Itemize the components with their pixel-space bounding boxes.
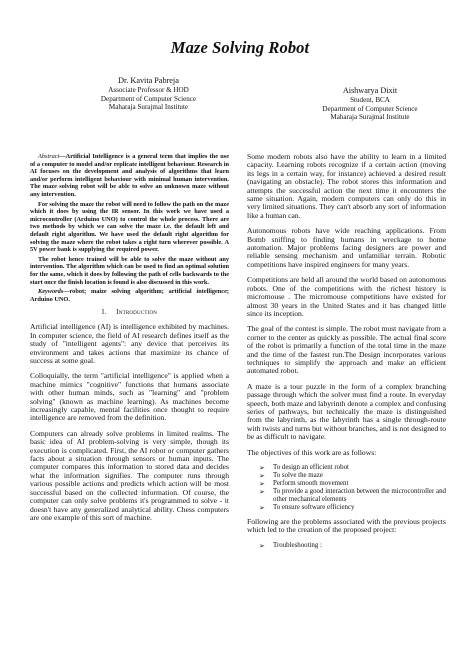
body-paragraph: The objectives of this work are as follows:: [247, 447, 377, 457]
body-paragraph: Colloquially, the term "artificial intelligence" is applied when a machine mimics "cognitive" functions that humans associate with other human minds, such as "learning" and "problem solving" (known as machine learning). As machines become increasingly capable, mental facilities once thought to require intelligence are removed from the definition.: [30, 371, 229, 423]
paper-title: Maze Solving Robot: [170, 38, 310, 57]
body-paragraph: A maze is a tour puzzle in the form of a complex branching passage through which the solver must find a route. In everyday speech, both maze and labyrinth denote a complex and confusing series of pathways, but technically the maze is distinguished from the labyrinth, as the labyrinth has a single through-route with twists and turns but without branches, and is not designed to be as difficult to navigate.: [247, 381, 446, 442]
body-paragraph: Computers can already solve problems in limited realms. The basic idea of AI problem-solving is very simple, though its execution is complicated. First, the AI robot or computer gathers facts about a situation through sensors or human inputs. The computer compares this information to stored data and decides what the information signifies. The computer runs through various possible actions and predicts which action will be most successful based on the collected information. Of course, the computer can only solve problems it's programmed to solve - it doesn't have any generalized analytical ability. Chess computers are one example of this sort of machine.: [30, 428, 229, 522]
list-item: ➢ Perform smooth movement: [259, 480, 349, 488]
two-column-body: [30, 153, 446, 556]
list-item: ➢ To solve the maze: [259, 472, 323, 480]
list-item: ➢ To design an efficient robot: [259, 464, 349, 472]
problems-intro: Following are the problems associated with the previous projects which led to the creation of the proposed project:: [247, 517, 446, 535]
intro-body: [30, 323, 229, 522]
author-1: [76, 76, 221, 112]
author-name: Dr. Kavita Pabreja: [118, 76, 179, 85]
bullet-arrow-icon: ➢: [259, 480, 265, 488]
author-role: Student, BCA: [350, 96, 390, 104]
list-item: ➢ To ensure software efficiency: [259, 504, 355, 512]
author-dept: Department of Computer Science: [322, 104, 418, 113]
abstract-paragraph: The robot hence trained will be able to solve the maze without any intervention. The algorithm which can be used to find an optimal solution for the same, which it does by following the path of cells backwards to the start once the finish location is found is also discussed in this work.: [30, 255, 229, 286]
list-item: ➢ Troubleshooting :: [259, 541, 322, 550]
body-paragraph: Some modern robots also have the ability to learn in a limited capacity. Learning robots recognize if a certain action (moving its legs in a certain way, for instance) achieved a desired result (navigating an obstacle). The robot stores this information and attempts the successful action the next time it encounters the same situation. Again, modern computers can only do this in very limited situations. They can't absorb any sort of information like a human can.: [247, 152, 446, 220]
left-column: [30, 153, 229, 556]
keywords-label: Keywords—: [38, 288, 70, 296]
bullet-arrow-icon: ➢: [259, 464, 265, 472]
section-heading: [30, 309, 229, 317]
body-paragraph: Autonomous robots have wide reaching applications. From Bomb sniffing to finding humans in wreckage to home automation. Major problems facing designers are power and reliable sensing mechanism and unfamiliar terrain. Robotic competitions have inspired engineers for many years.: [247, 226, 446, 269]
keywords-text: robot; maize solving algorithm; artificial intelligence; Arduino UNO.: [30, 288, 229, 303]
abstract: [30, 153, 229, 286]
author-role: Associate Professor & HOD: [108, 86, 189, 94]
bullet-arrow-icon: ➢: [259, 504, 265, 512]
abstract-text: —Artificial Intelligence is a general term that implies the use of a computer to model and/or replicate intelligent behaviour. Research in AI focuses on the development and analysis of algorithms that learn and/or perform intelligent behaviour with minimal human intervention. The maze solving robot will be able to solve an unknown maze without any intervention.: [30, 153, 229, 198]
author-2: [296, 86, 444, 122]
problems-list: [247, 542, 446, 550]
abstract-paragraph: [30, 153, 229, 199]
bullet-arrow-icon: ➢: [259, 541, 265, 550]
section-number: I.: [101, 309, 107, 317]
keywords: [30, 288, 229, 303]
abstract-paragraph: For solving the maze the robot will need to follow the path on the maze which it does by using the IR sensor. In this work we have used a microcontroller (Arduino UNO) to control the whole process. There are two methods by which we can solve the maze i.e. the default left and default right algorithm. We have used the default right algorithm for solving the maze where the robot takes a right turn wherever possible. A 5V power bank is supplying the required power.: [30, 200, 229, 254]
body-paragraph: Competitions are held all around the world based on autonomous robots. One of the competitions with the richest history is micromouse . The micromouse competitions have existed for almost 30 years in the United States and it has changed little since its inception.: [247, 275, 446, 318]
author-inst: Maharaja Surajmal Institute: [330, 113, 410, 121]
right-body: [247, 153, 446, 457]
body-paragraph: The goal of the contest is simple. The robot must navigate from a corner to the center as quickly as possible. The actual final score of the robot is primarily a function of the total time in the maze and the time of the fastest run.The Design incorporates various techniques to simplify the approach and make an efficient automated robot.: [247, 324, 446, 376]
author-block: [38, 76, 442, 136]
objectives-list: [247, 464, 446, 512]
bullet-arrow-icon: ➢: [259, 472, 265, 480]
author-name: Aishwarya Dixit: [342, 86, 398, 95]
author-dept: Department of Computer Science: [100, 94, 197, 103]
section-title: Introduction: [116, 309, 158, 317]
author-inst: Maharaja Surajmal Institute: [108, 103, 189, 111]
list-item: ➢ To provide a good interaction between the microcontroller and other mechanical elements: [259, 488, 446, 503]
abstract-label: Abstract: [38, 153, 60, 160]
bullet-arrow-icon: ➢: [259, 488, 265, 496]
body-paragraph: Artificial intelligence (AI) is intelligence exhibited by machines. In computer science, the field of AI research defines itself as the study of "intelligent agents": any device that perceives its environment and takes actions that maximize its chance of success at some goal.: [30, 322, 229, 365]
right-column: [247, 153, 446, 556]
